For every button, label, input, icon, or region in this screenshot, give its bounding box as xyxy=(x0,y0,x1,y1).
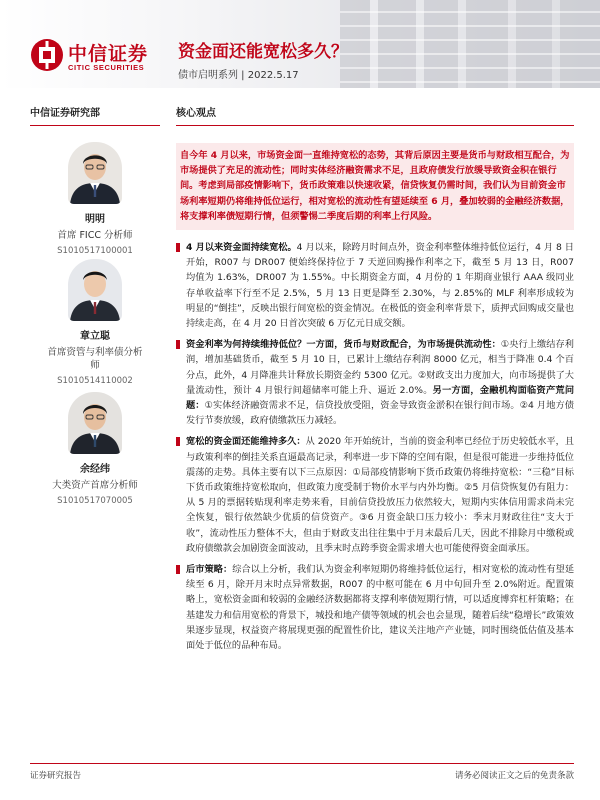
footer-divider xyxy=(30,763,574,764)
avatar xyxy=(68,259,122,321)
avatar xyxy=(68,142,122,204)
analyst-name: 明明 xyxy=(85,214,105,225)
analyst-title: 大类资产首席分析师 xyxy=(52,480,138,491)
citic-logo xyxy=(30,38,180,78)
analyst-license-id: S1010517100001 xyxy=(57,246,133,256)
core-views-heading: 核心观点 xyxy=(176,104,574,126)
bullet-text: 从 2020 年开始统计，当前的资金利率已经位于历史较低水平，且与政策利率的倒挂关系直逼最高记录，利率进一步下降的空间有限，但是很可能进一步维持低位震荡的走势。具体主要有以下三点原因：①局部疫情影响下货币政策仍将维持宽松：“三稳”目标下货币政策维持宽松取向，但政策力度受制于物价水平与内外均衡。②5 月信贷恢复仍有阻力：从 5 月的票据转贴现利率走势来看，目前信贷投放压力依然较大，短期内实体信用需求尚未完全恢复，银行依然缺少优质的信贷资产。③6 月资金缺口压力较小：季末月财政往往“支大于收”，流动性压力整体不大，但由于财政支出往往集中于月末最后几天，因此不排除月中缴税或政府债缴款会加剧资金面波动，且季末时点跨季资金需求增大也可能使得资金面承压。 xyxy=(186,436,574,554)
report-header xyxy=(0,0,600,92)
bullet-paragraph xyxy=(176,240,574,331)
report-title: 资金面还能宽松多久？ xyxy=(178,42,348,62)
bullet-text: ①央行上缴结存利润，增加基础货币，截至 5 月 10 日，已累计上缴结存利润 8000 亿元，相当于降准 0.4 个百分点，此外，4 月降准共计释放长期资金约 5300 亿元。②财政支出力度加大，向市场提供了大量流动性，预计 4 月银行间超储率可能上升、逼近 2.0%。 xyxy=(186,339,574,396)
brand-name-en: CITIC SECURITIES xyxy=(68,63,145,72)
footer-disclaimer-note: 请务必阅读正文之后的免责条款 xyxy=(454,771,574,781)
bullet-lead: 后市策略： xyxy=(186,564,233,576)
bullet-paragraph xyxy=(176,434,574,556)
analyst-license-id: S1010514110002 xyxy=(57,376,133,386)
summary-box: 自今年 4 月以来，市场资金面一直维持宽松的态势，其背后原因主要是货币与财政相互配合，为市场提供了充足的流动性；同时实体经济融资需求不足，且政府债发行放缓导致资金积在银行间。考虑到局部疫情影响下，货币政策难以快速收紧，信贷恢复仍需时间，我们认为目前资金市场利率短期仍将维持低位运行，相对宽松的流动性有望延续至 6 月，叠加较弱的金融经济数据，将支撑利率债短期行情，但须警惕二季度后期的利率上行风险。 xyxy=(176,143,574,230)
analyst-name: 章立聪 xyxy=(80,331,110,342)
person-photo-icon xyxy=(68,259,122,321)
bullet-lead-secondary: 另一方面，金融机构面临资产荒问题： xyxy=(186,384,575,412)
analyst-column xyxy=(30,104,160,506)
bullet-paragraph xyxy=(176,337,574,428)
analyst-card xyxy=(30,142,160,256)
report-subtitle: 债市启明系列 | 2022.5.17 xyxy=(178,70,299,81)
bullet-text: 综合以上分析，我们认为资金利率短期仍将维持低位运行，相对宽松的流动性有望延续至 6 月，除开月末时点异常数据，R007 的中枢可能在 6 月中旬回升至 2.0%附近。配置策略上，宽松资金面和较弱的金融经济数据都将支撑利率债短期行情，可以适度博弈杠杆策略；在基建发力和信用宽松的背景下，城投和地产债等领域的机会也会显现，随着后续“稳增长”政策效果逐步显现，权益资产将展现更强的配置性价比，建议关注地产产业链，同时围绕低估值及基本面处于低位的品种布局。 xyxy=(186,564,575,652)
research-dept-heading: 中信证券研究部 xyxy=(30,104,160,126)
citic-logo-icon xyxy=(30,38,64,72)
analyst-card xyxy=(30,259,160,386)
analyst-card xyxy=(30,392,160,506)
person-photo-icon xyxy=(68,392,122,454)
avatar xyxy=(68,392,122,454)
bullet-text: 4 月以来，除跨月时间点外，资金利率整体维持低位运行，4 月 8 日开始，R007 与 DR007 便始终保持位于 7 天逆回购操作利率之下，截至 5 月 13 日，R007 均值为 1.63%，DR007 为 1.55%。中长期资金方面，4 月份的 1 年期商业银行 AAA 级同业存单收益率下行至不足 2.5%，5 月 13 日更是降至 2.30%，与 2.85%的 MLF 利率形成较为明显的“倒挂”，反映出银行间宽松的资金情况。在极低的资金利率背景下，质押式回购成交量也持续走高，在 4 月 20 日首次突破 6 万亿元日成交额。 xyxy=(186,242,574,330)
main-content xyxy=(176,104,574,653)
footer-report-type: 证券研究报告 xyxy=(30,771,82,781)
bullet-paragraph xyxy=(176,562,574,653)
bullet-lead: 宽松的资金面还能维持多久： xyxy=(186,436,306,448)
bullet-lead: 资金利率为何持续维持低位？一方面，货币与财政配合，为市场提供流动性： xyxy=(186,339,501,351)
analyst-name: 余经纬 xyxy=(80,464,110,475)
bullet-text-secondary: ①实体经济融资需求不足，信贷投放受阻，资金导致资金淤积在银行间市场。②4 月地方债发行节奏放缓，政府债缴款压力减轻。 xyxy=(186,400,574,427)
person-photo-icon xyxy=(68,142,122,204)
analyst-title: 首席 FICC 分析师 xyxy=(57,230,133,241)
analyst-title: 首席资管与利率债分析师 xyxy=(47,347,143,371)
bullet-lead: 4 月以来资金面持续宽松。 xyxy=(186,242,297,254)
brand-name-cn: 中信证券 xyxy=(68,43,149,65)
analyst-license-id: S1010517070005 xyxy=(57,496,133,506)
